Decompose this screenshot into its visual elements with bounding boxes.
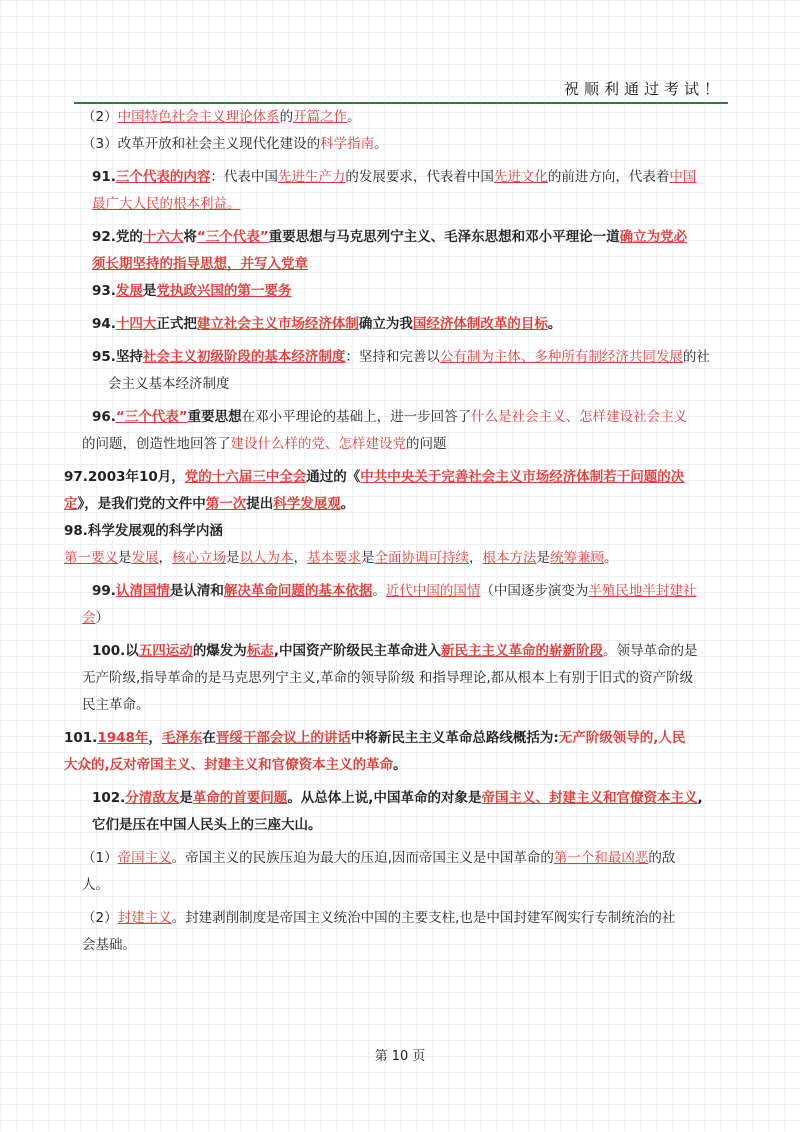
item-99-line-1: 99.认清国情是认清和解决革命问题的基本依据。近代中国的国情（中国逐步演变为半殖民地半封建社: [92, 583, 697, 599]
item-102-line-1: 102.分清敌友是革命的首要问题。从总体上说,中国革命的对象是帝国主义、封建主义和官僚资本主义,: [92, 790, 703, 806]
item-102-sub1-line-2: 人。: [82, 877, 109, 893]
item-93: 93.发展是党执政兴国的第一要务: [92, 283, 292, 299]
item-95-line-2: 会主义基本经济制度: [108, 376, 230, 392]
item-100-line-2: 无产阶级,指导革命的是马克思列宁主义,革命的领导阶级 和指导理论,都从根本上有别于旧式的资产阶级: [82, 670, 694, 686]
line-1: （2）中国特色社会主义理论体系的开篇之作。: [82, 109, 361, 125]
document-body: [64, 104, 726, 959]
item-102-sub2-line-1: （2）封建主义。封建剥削制度是帝国主义统治中国的主要支柱,也是中国封建军阀实行专制统治的社: [82, 910, 676, 926]
item-97-line-2: 定》，是我们党的文件中第一次提出科学发展观。: [64, 496, 355, 512]
item-92-line-1: 92.党的十六大将“三个代表”重要思想与马克思列宁主义、毛泽东思想和邓小平理论一道确立为党必: [92, 229, 688, 245]
item-94: 94.十四大正式把建立社会主义市场经济体制确立为我国经济体制改革的目标。: [92, 316, 562, 332]
item-102-line-2: 它们是压在中国人民头上的三座大山。: [92, 817, 322, 833]
item-91-line-1: 91.三个代表的内容：代表中国先进生产力的发展要求，代表着中国先进文化的前进方向，代表着中国: [92, 169, 697, 185]
item-101-line-1: 101.1948年，毛泽东在晋绥干部会议上的讲话中将新民主主义革命总路线概括为:无产阶级领导的,人民: [64, 730, 686, 746]
page-number: 第 10 页: [374, 1049, 426, 1064]
item-99-line-2: 会）: [82, 610, 109, 626]
item-102-sub2-line-2: 会基础。: [82, 937, 136, 953]
line-2: （3）改革开放和社会主义现代化建设的科学指南。: [82, 136, 388, 152]
item-96-line-1: 96.“三个代表”重要思想在邓小平理论的基础上，进一步回答了什么是社会主义、怎样建设社会主义: [92, 409, 688, 425]
item-101-line-2: 大众的,反对帝国主义、封建主义和官僚资本主义的革命。: [64, 757, 407, 773]
item-96-line-2: 的问题，创造性地回答了建设什么样的党、怎样建设党的问题: [82, 436, 447, 452]
item-98-title: 98.科学发展观的科学内涵: [64, 523, 223, 539]
item-95-line-1: 95.坚持社会主义初级阶段的基本经济制度：坚持和完善以公有制为主体、多种所有制经济共同发展的社: [92, 349, 710, 365]
item-100-line-3: 民主革命。: [82, 697, 150, 713]
item-97-line-1: 97.2003年10月，党的十六届三中全会通过的《中共中央关于完善社会主义市场经济体制若干问题的决: [64, 469, 685, 485]
item-91-line-2: 最广大人民的根本利益。: [92, 196, 241, 212]
item-102-sub1-line-1: （1）帝国主义。帝国主义的民族压迫为最大的压迫,因而帝国主义是中国革命的第一个和最凶恶的敌: [82, 850, 676, 866]
item-92-line-2: 须长期坚持的指导思想，并写入党章: [92, 256, 308, 272]
header-title: 祝顺利通过考试！: [563, 80, 724, 98]
page-footer: [0, 1045, 800, 1064]
page-header: [74, 76, 728, 104]
item-100-line-1: 100.以五四运动的爆发为标志,中国资产阶级民主革命进入新民主主义革命的崭新阶段。领导革命的是: [92, 643, 698, 659]
item-98-content: 第一要义是发展，核心立场是以人为本，基本要求是全面协调可持续，根本方法是统筹兼顾。: [64, 550, 618, 566]
